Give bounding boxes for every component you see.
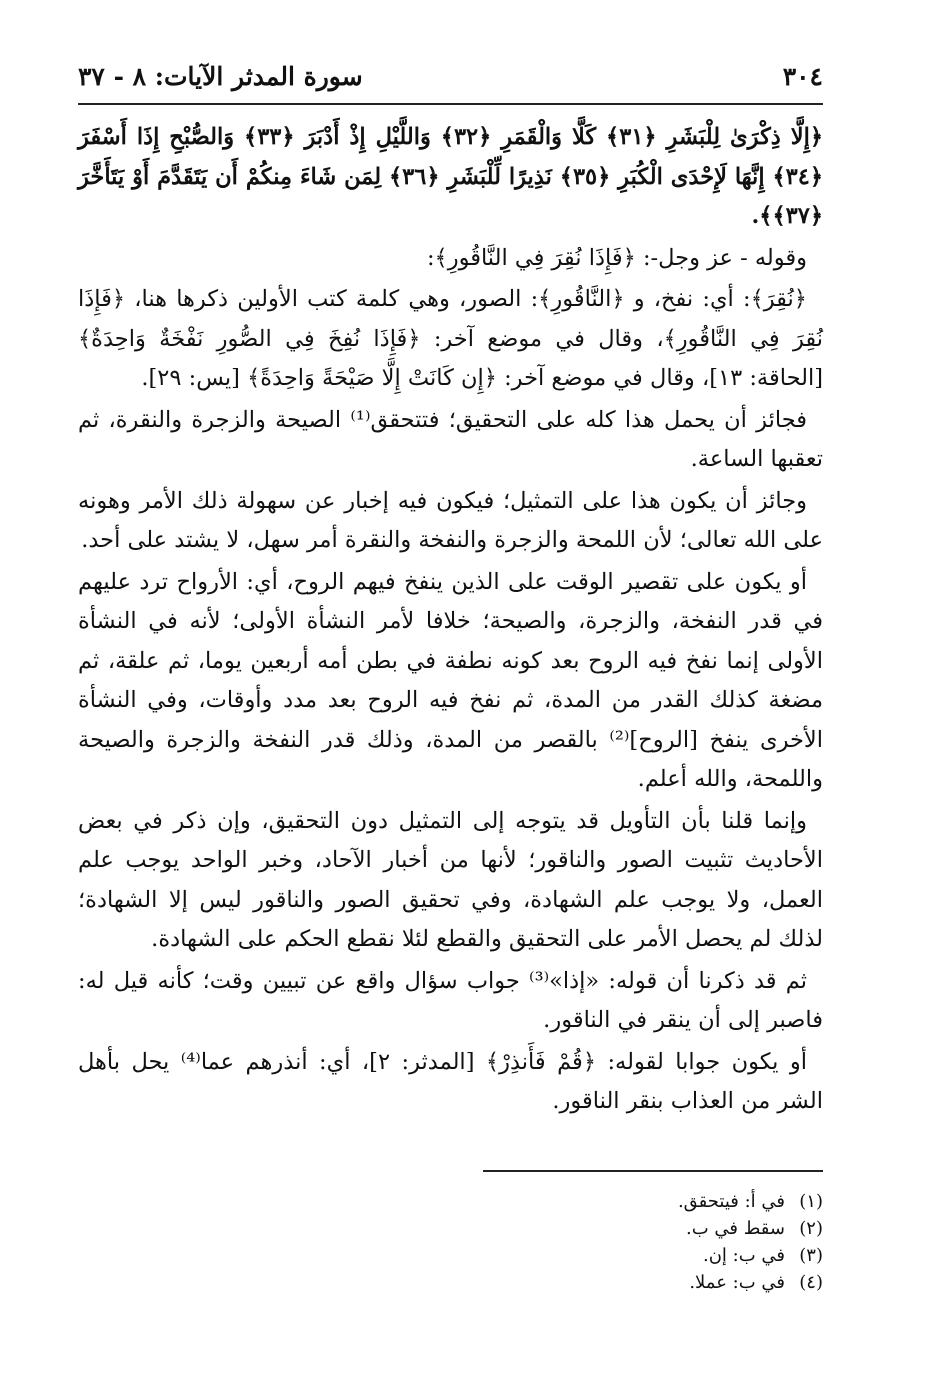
commentary-intro-paragraph: وقوله - عز وجل-: ﴿فَإِذَا نُقِرَ فِي النَّاقُورِ﴾: — [426, 244, 807, 271]
footnote-text: في ب: عملا. — [689, 1272, 785, 1293]
footnote-text: سقط في ب. — [686, 1218, 785, 1239]
footnote-text: في ب: إن. — [702, 1245, 785, 1266]
page-number: ٣٠٤ — [782, 62, 823, 91]
running-title: سورة المدثر الآيات: ٨ - ٣٧ — [78, 62, 363, 91]
taqsir-paragraph: أو يكون على تقصير الوقت على الذين ينفخ فيهم الروح، أي: الأرواح ترد عليهم في قدر النفخة، والزجرة، والصيحة؛ خلافا لأمر النشأة الأولى؛ لأنه في النشأة الأولى إنما نفخ فيه الروح بعد كونه نطفة في بطن أمه أربعين يوما، ثم علقة، ثم مضغة كذلك القدر من المدة، ثم نفخ فيه الروح بعد مدد وأوقات، وفي النشأة الأخرى ينفخ [الروح]⁽²⁾ بالقصر من المدة، وذلك قدر النفخة والزجرة والصيحة واللمحة، والله أعلم. — [78, 568, 823, 792]
footnote-number: (١) — [799, 1191, 823, 1212]
footnote-item — [423, 1242, 823, 1269]
definition-paragraph: ﴿نُقِرَ﴾: أي: نفخ، و ﴿النَّاقُورِ﴾: الصور، وهي كلمة كتب الأولين ذكرها هنا، ﴿فَإِذَا نُقِرَ فِي النَّاقُورِ﴾، وقال في موضع آخر: ﴿فَإِذَا نُفِخَ فِي الصُّورِ نَفْخَةٌ وَاحِدَةٌ﴾ [الحاقة: ١٣]، وقال في موضع آخر: ﴿إِن كَانَتْ إِلَّا صَيْحَةً وَاحِدَةً﴾ [يس: ٢٩]. — [78, 286, 823, 391]
quran-verses-paragraph: ﴿إِلَّا ذِكْرَىٰ لِلْبَشَرِ ﴿٣١﴾ كَلَّا وَالْقَمَرِ ﴿٣٢﴾ وَاللَّيْلِ إِذْ أَدْبَرَ ﴿٣٣﴾ وَالصُّبْحِ إِذَا أَسْفَرَ ﴿٣٤﴾ إِنَّهَا لَإِحْدَى الْكُبَرِ ﴿٣٥﴾ نَذِيرًا لِّلْبَشَرِ ﴿٣٦﴾ لِمَن شَاءَ مِنكُمْ أَن يَتَقَدَّمَ أَوْ يَتَأَخَّرَ ﴿٣٧﴾﴾. — [78, 124, 824, 229]
footnote-number: (٤) — [799, 1272, 823, 1293]
main-text — [78, 118, 823, 1124]
footnote-text: في أ: فيتحقق. — [677, 1191, 785, 1212]
footnote-divider — [483, 1170, 823, 1172]
footnote-number: (٢) — [799, 1218, 823, 1239]
header-divider — [78, 103, 823, 105]
footnote-item — [423, 1215, 823, 1242]
tawil-paragraph: وإنما قلنا بأن التأويل قد يتوجه إلى التمثيل دون التحقيق، وإن ذكر في بعض الأحاديث تثبيت الصور والناقور؛ لأنها من أخبار الآحاد، وخبر الواحد يوجب علم العمل، ولا يوجب علم الشهادة، وفي تحقيق الصور والناقور ليس إلا الشهادة؛ لذلك لم يحصل الأمر على التحقيق والقطع لئلا نقطع الحكم على الشهادة. — [78, 807, 823, 952]
footnote-item — [423, 1188, 823, 1215]
idha-paragraph: ثم قد ذكرنا أن قوله: «إذا»⁽³⁾ جواب سؤال واقع عن تبيين وقت؛ كأنه قيل له: فاصبر إلى أن ينقر في الناقور. — [78, 967, 823, 1033]
footnote-item — [423, 1269, 823, 1296]
jawab-paragraph: أو يكون جوابا لقوله: ﴿قُمْ فَأَنذِرْ﴾ [المدثر: ٢]، أي: أنذرهم عما⁽⁴⁾ يحل بأهل الشر من العذاب بنقر الناقور. — [78, 1048, 823, 1114]
footnote-number: (٣) — [799, 1245, 823, 1266]
page-header — [78, 62, 823, 98]
footnotes — [423, 1188, 823, 1296]
tamthil-paragraph: وجائز أن يكون هذا على التمثيل؛ فيكون فيه إخبار عن سهولة ذلك الأمر وهونه على الله تعالى؛ لأن اللمحة والزجرة والنفخة والنقرة أمر سهل، لا يشتد على أحد. — [78, 487, 823, 553]
tahqiq-paragraph: فجائز أن يحمل هذا كله على التحقيق؛ فتتحقق⁽¹⁾ الصيحة والزجرة والنقرة، ثم تعقبها الساعة. — [78, 406, 823, 472]
